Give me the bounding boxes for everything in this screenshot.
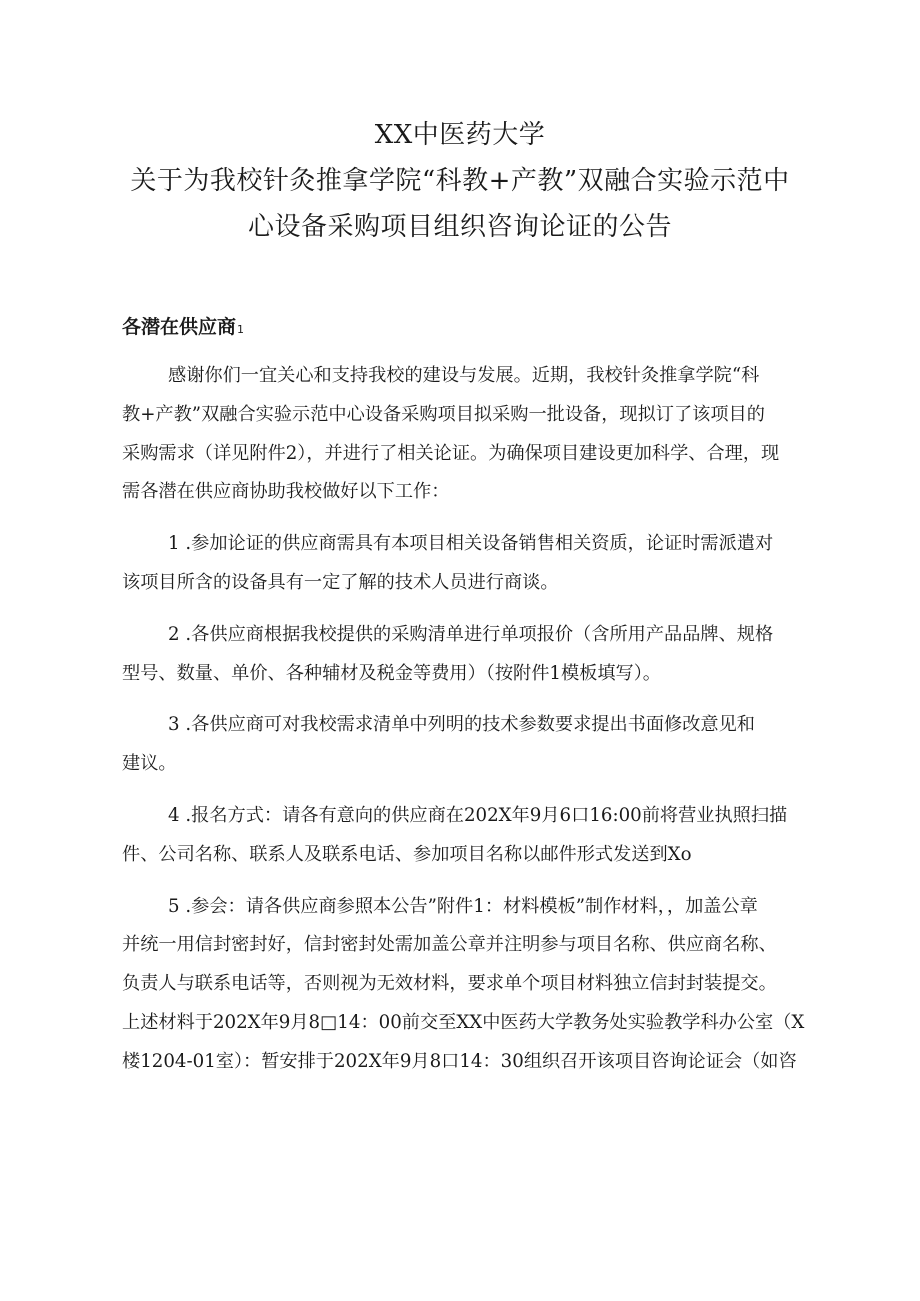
item-5-line: 并统一用信封密封好，信封密封处需加盖公章并注明参与项目名称、供应商名称、 bbox=[122, 934, 777, 956]
title-line-subject: 关于为我校针灸推拿学院“科教+产教”双融合实验示范中 bbox=[130, 166, 790, 196]
item-3-line: 3 .各供应商可对我校需求清单中列明的技术参数要求提出书面修改意见和 bbox=[168, 714, 755, 736]
item-3-line: 建议。 bbox=[122, 753, 177, 775]
item-1-line: 该项目所含的设备具有一定了解的技术人员进行商谈。 bbox=[122, 571, 559, 593]
salutation bbox=[122, 312, 244, 339]
intro-line: 采购需求（详见附件2），并进行了相关论证。为确保项目建设更加科学、合理，现 bbox=[122, 442, 780, 464]
document-body bbox=[122, 357, 842, 1082]
item-5-line: 5 .参会：请各供应商参照本公告”附件1：材料模板”制作材料，，加盖公章 bbox=[168, 895, 758, 917]
item-5-line: 上述材料于202X年9月8□14：00前交至XX中医药大学教务处实验教学科办公室（X bbox=[122, 1011, 805, 1033]
item-1-line: 1 .参加论证的供应商需具有本项目相关设备销售相关资质，论证时需派遣对 bbox=[168, 533, 774, 555]
item-4-line: 4 .报名方式：请各有意向的供应商在202X年9月6口16:00前将营业执照扫描 bbox=[168, 804, 788, 826]
title-line-subject-continued: 心设备采购项目组织咨询论证的公告 bbox=[247, 212, 672, 242]
title-line-university: XX中医药大学 bbox=[374, 120, 546, 150]
item-2-line: 型号、数量、单价、各种辅材及税金等费用）（按附件1模板填写）。 bbox=[122, 662, 661, 684]
item-5-line: 负责人与联系电话等，否则视为无效材料，要求单个项目材料独立信封封装提交。 bbox=[122, 973, 777, 995]
salutation-mark: 1 bbox=[237, 323, 245, 336]
intro-line: 需各潜在供应商协助我校做好以下工作： bbox=[122, 481, 450, 503]
item-4-line: 件、公司名称、联系人及联系电话、参加项目名称以邮件形式发送到Xo bbox=[122, 843, 692, 865]
item-2-line: 2 .各供应商根据我校提供的采购清单进行单项报价（含所用产品品牌、规格 bbox=[168, 623, 774, 645]
intro-line: 教+产教”双融合实验示范中心设备采购项目拟采购一批设备，现拟订了该项目的 bbox=[122, 403, 765, 425]
item-5-line: 楼1204-01室）：暂安排于202X年9月8口14：30组织召开该项目咨询论证会（如咨 bbox=[122, 1050, 797, 1072]
salutation-text: 各潜在供应商 bbox=[122, 316, 237, 338]
document-title bbox=[0, 112, 920, 250]
intro-line: 感谢你们一宜关心和支持我校的建设与发展。近期，我校针灸推拿学院“科 bbox=[168, 365, 760, 386]
